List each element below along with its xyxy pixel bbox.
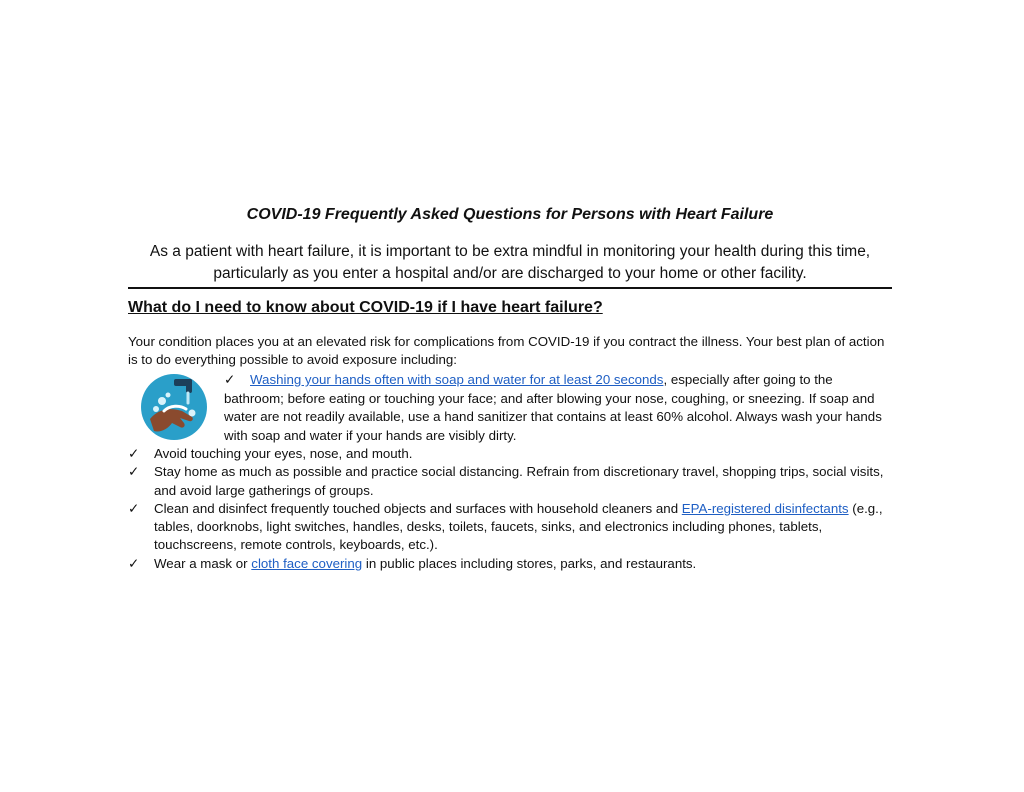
epa-disinfectants-link[interactable]: EPA-registered disinfectants xyxy=(681,500,849,516)
hand-washing-icon xyxy=(140,373,208,441)
prevention-list xyxy=(128,445,892,573)
intro-line-2: particularly as you enter a hospital and/or are discharged to your home or other facility. xyxy=(213,265,807,282)
bullet-text: Clean and disinfect frequently touched objects and surfaces with household cleaners and xyxy=(154,500,682,516)
check-mark-icon: ✓ xyxy=(128,464,140,480)
check-mark-icon: ✓ xyxy=(224,372,236,387)
intro-paragraph xyxy=(128,241,892,285)
check-mark-icon: ✓ xyxy=(128,500,140,516)
page-title: COVID-19 Frequently Asked Questions for Persons with Heart Failure xyxy=(246,206,774,223)
check-mark-icon: ✓ xyxy=(128,555,140,571)
bullet-text: in public places including stores, parks, and restaurants. xyxy=(362,555,697,571)
bullet-wear-mask xyxy=(128,555,892,573)
bullet-text: Avoid touching your eyes, nose, and mouth. xyxy=(154,446,413,461)
bullet-text: (e.g., tables, doorknobs, light switches, handles, desks, toilets, faucets, sinks, and electronics including phones, tablets, touchscreens, remote controls, keyboards, etc.). xyxy=(154,500,883,553)
section-heading: What do I need to know about COVID-19 if I have heart failure? xyxy=(128,299,603,316)
section-lead-paragraph: Your condition places you at an elevated risk for complications from COVID-19 if you contract the illness. Your best plan of action is to do everything possible to avoid exposure including: xyxy=(128,334,885,367)
check-mark-icon: ✓ xyxy=(128,446,140,461)
bullet-text: Wear a mask or xyxy=(154,555,252,571)
bullet-avoid-touching xyxy=(128,445,892,463)
bullet-clean-disinfect xyxy=(128,500,892,555)
intro-line-1: As a patient with heart failure, it is important to be extra mindful in monitoring your health during this time, xyxy=(149,243,871,260)
bullet-text: Stay home as much as possible and practice social distancing. Refrain from discretionary travel, shopping trips, social visits, and avoid large gatherings of groups. xyxy=(154,464,884,498)
bullet-stay-home xyxy=(128,463,892,500)
wash-hands-text: , especially after going to the bathroom; before eating or touching your face; and after blowing your nose, coughing, or sneezing. If soap and water are not readily available, use a hand sanitizer that contains at least 60% alcohol. Always wash your hands with soap and water if your hands are visibly dirty. xyxy=(224,372,882,443)
wash-hands-link[interactable]: Washing your hands often with soap and water for at least 20 seconds xyxy=(250,372,664,387)
cloth-face-covering-link[interactable]: cloth face covering xyxy=(251,555,363,571)
bullet-wash-hands xyxy=(224,371,892,445)
heading-divider xyxy=(128,287,892,289)
